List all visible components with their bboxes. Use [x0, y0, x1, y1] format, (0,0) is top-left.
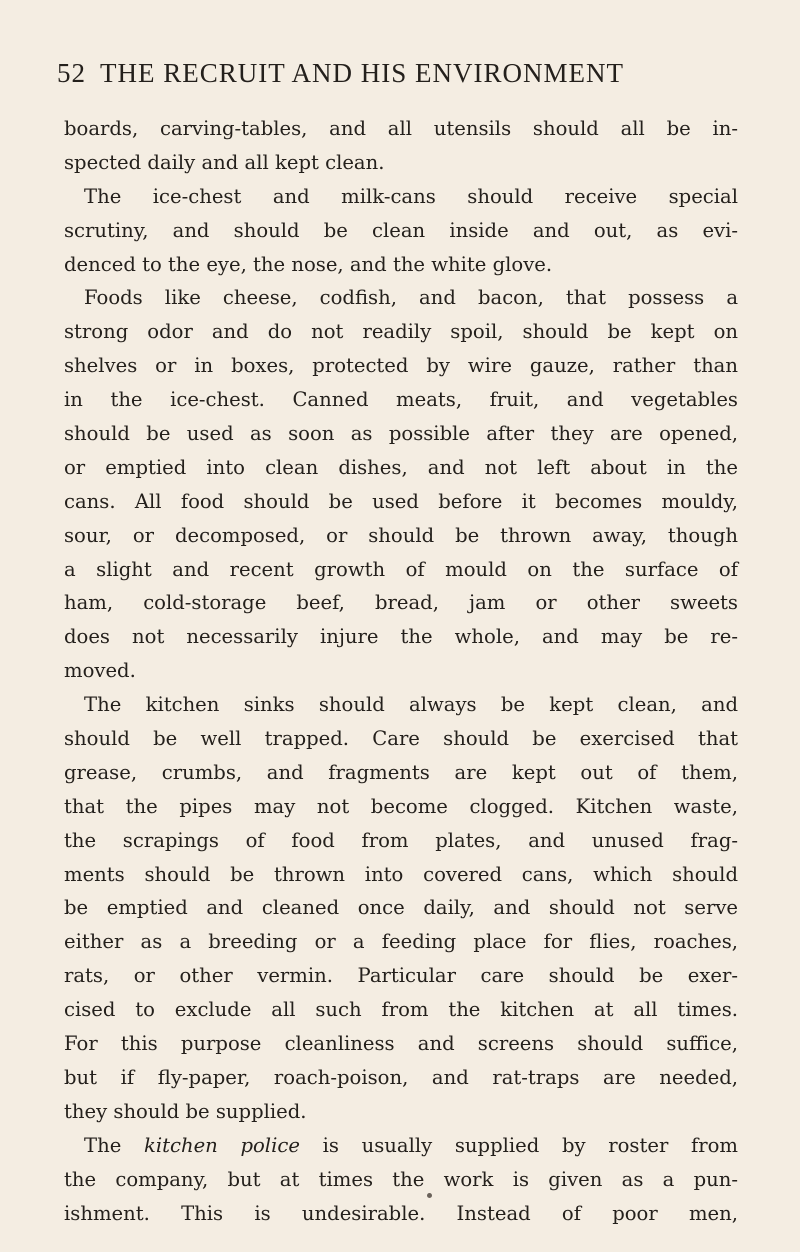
text-line: the scrapings of food from plates, and unused frag-: [64, 828, 738, 852]
text-line: ham, cold-storage beef, bread, jam or other sweets: [64, 591, 738, 615]
text-line: For this purpose cleanliness and screens should suffice,: [64, 1032, 738, 1056]
text-line: but if fly-paper, roach-poison, and rat-traps are needed,: [64, 1065, 738, 1089]
text-line: should be well trapped. Care should be exercised that: [64, 727, 738, 751]
text-line: scrutiny, and should be clean inside and out, as evi-: [64, 218, 738, 242]
page-number: 52: [57, 58, 86, 88]
text-line: grease, crumbs, and fragments are kept out of them,: [64, 760, 738, 784]
text-line: Foods like cheese, codfish, and bacon, that possess a: [84, 286, 738, 310]
text-line: rats, or other vermin. Particular care should be exer-: [64, 964, 738, 988]
text-line: be emptied and cleaned once daily, and should not serve: [64, 896, 738, 920]
text-line: strong odor and do not readily spoil, should be kept on: [64, 320, 738, 344]
text-line: boards, carving-tables, and all utensils should all be in-: [64, 117, 738, 140]
text-line: sour, or decomposed, or should be thrown away, though: [64, 523, 738, 547]
text-run: The: [84, 1133, 144, 1157]
text-line: moved.: [64, 659, 136, 683]
text-line: the company, but at times the work is given as a pun-: [64, 1167, 738, 1191]
text-line: [64, 1129, 738, 1163]
text-line: spected daily and all kept clean.: [64, 150, 385, 174]
text-line: denced to the eye, the nose, and the white glove.: [64, 252, 553, 276]
text-line: ishment. This is undesirable. Instead of poor men,: [64, 1201, 738, 1225]
text-line: The ice-chest and milk-cans should receive special: [84, 184, 738, 208]
text-line: in the ice-chest. Canned meats, fruit, and vegetables: [64, 388, 738, 412]
ink-speck: [427, 1193, 432, 1198]
text-line: ments should be thrown into covered cans, which should: [64, 862, 738, 886]
text-line: they should be supplied.: [64, 1099, 307, 1123]
running-header: [57, 58, 737, 89]
text-line: that the pipes may not become clogged. Kitchen waste,: [64, 794, 738, 818]
running-title: THE RECRUIT AND HIS ENVIRONMENT: [100, 58, 624, 88]
text-run: is usually supplied by roster from: [299, 1133, 738, 1157]
text-line: cised to exclude all such from the kitchen at all times.: [64, 998, 738, 1022]
text-line: should be used as soon as possible after they are opened,: [64, 422, 738, 446]
text-line: a slight and recent growth of mould on the surface of: [64, 557, 738, 581]
body-text: [64, 112, 738, 1230]
text-line: shelves or in boxes, protected by wire gauze, rather than: [64, 354, 738, 378]
text-line: cans. All food should be used before it becomes mouldy,: [64, 489, 738, 513]
text-line: or emptied into clean dishes, and not left about in the: [64, 455, 738, 479]
emphasis-term: kitchen police: [143, 1133, 300, 1157]
text-line: either as a breeding or a feeding place for flies, roaches,: [64, 930, 738, 954]
text-line: does not necessarily injure the whole, and may be re-: [64, 625, 738, 649]
text-line: The kitchen sinks should always be kept clean, and: [84, 693, 738, 717]
